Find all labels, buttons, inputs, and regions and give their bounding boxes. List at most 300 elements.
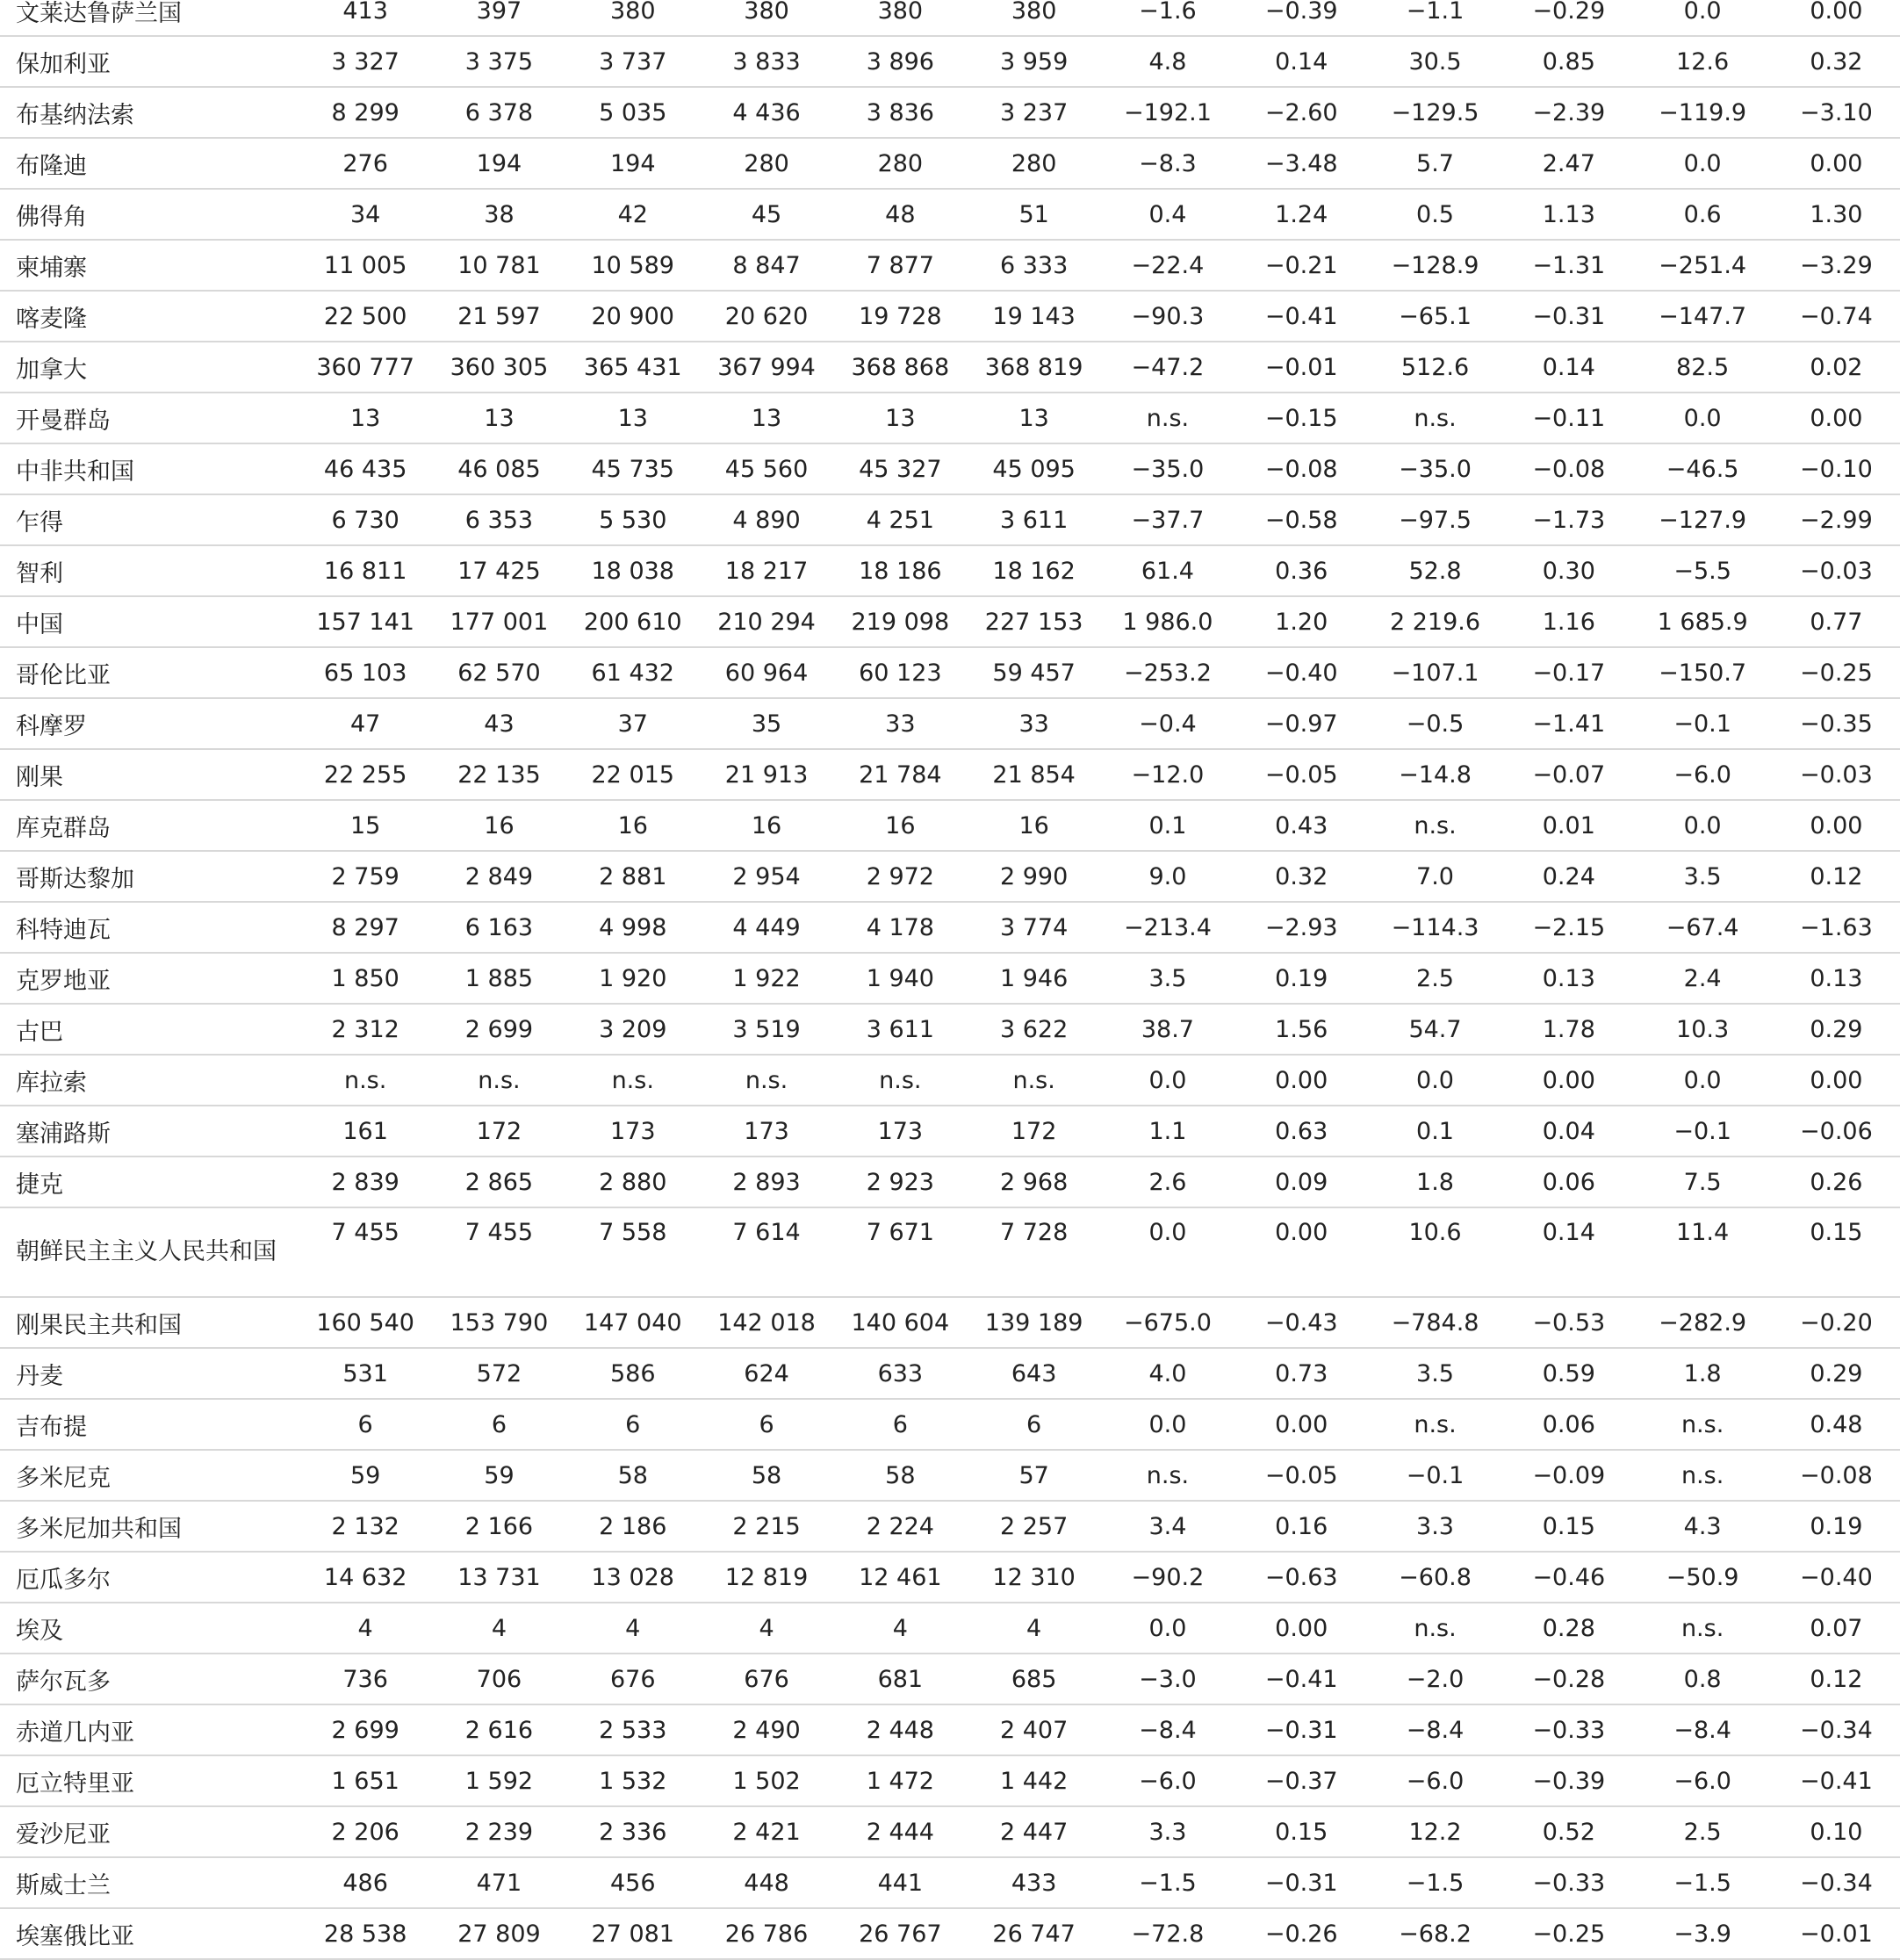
table-row [0,1157,1900,1207]
value-cell: −0.28 [1502,1654,1636,1704]
value-cell: 0.0 [1636,1055,1769,1106]
value-cell: 6 [299,1399,432,1450]
value-cell: n.s. [700,1055,833,1106]
value-cell: 0.24 [1502,851,1636,902]
value-cell: 6 [432,1399,565,1450]
value-cell: 0.00 [1769,393,1900,443]
value-cell: 280 [700,138,833,189]
value-cell: 10 781 [432,240,565,291]
value-cell: −0.08 [1502,443,1636,494]
value-cell: 3.5 [1101,953,1234,1004]
value-cell: 685 [967,1654,1100,1704]
value-cell: 160 540 [299,1297,432,1348]
value-cell: −8.4 [1636,1704,1769,1755]
value-cell: 0.06 [1502,1399,1636,1450]
value-cell: 0.0 [1101,1055,1234,1106]
value-cell: 681 [833,1654,967,1704]
value-cell: 16 [967,800,1100,851]
country-name-cell: 塞浦路斯 [0,1106,299,1157]
value-cell: 3 737 [566,36,700,87]
value-cell: 0.15 [1234,1806,1368,1857]
table-row [0,494,1900,545]
value-cell: 43 [432,698,565,749]
value-cell: −213.4 [1101,902,1234,953]
value-cell: −0.31 [1502,291,1636,342]
value-cell: 4 890 [700,494,833,545]
value-cell: 12 819 [700,1552,833,1603]
value-cell: 2 166 [432,1501,565,1552]
value-cell: 12.2 [1368,1806,1501,1857]
value-cell: 4 [566,1603,700,1654]
value-cell: −0.01 [1234,342,1368,393]
value-cell: n.s. [1368,800,1501,851]
value-cell: 486 [299,1857,432,1908]
value-cell: 1.1 [1101,1106,1234,1157]
value-cell: −0.40 [1234,647,1368,698]
value-cell: 20 620 [700,291,833,342]
value-cell: 643 [967,1348,1100,1399]
value-cell: 3 836 [833,87,967,138]
value-cell: −0.41 [1769,1755,1900,1806]
value-cell: 58 [566,1450,700,1501]
country-name-cell: 库克群岛 [0,800,299,851]
value-cell: −0.21 [1234,240,1368,291]
value-cell: 0.28 [1502,1603,1636,1654]
value-cell: 0.77 [1769,596,1900,647]
value-cell: 4 251 [833,494,967,545]
value-cell: 4.8 [1101,36,1234,87]
value-cell: 62 570 [432,647,565,698]
table-row [0,1908,1900,1959]
value-cell: −0.34 [1769,1704,1900,1755]
value-cell: 736 [299,1654,432,1704]
value-cell: −0.10 [1769,443,1900,494]
value-cell: 572 [432,1348,565,1399]
country-name-cell: 文莱达鲁萨兰国 [0,0,299,36]
country-name-cell: 埃塞俄比亚 [0,1908,299,1959]
value-cell: 676 [700,1654,833,1704]
value-cell: 16 [833,800,967,851]
value-cell: −0.37 [1234,1755,1368,1806]
value-cell: 6 730 [299,494,432,545]
value-cell: 7.5 [1636,1157,1769,1207]
value-cell: −0.26 [1234,1908,1368,1959]
country-name-cell: 赤道几内亚 [0,1704,299,1755]
country-name-cell: 刚果 [0,749,299,800]
value-cell: 0.00 [1234,1399,1368,1450]
table-row [0,953,1900,1004]
table-row [0,87,1900,138]
value-cell: 7 728 [967,1207,1100,1297]
value-cell: 2 699 [299,1704,432,1755]
table-row [0,596,1900,647]
value-cell: n.s. [1368,1399,1501,1450]
table-row [0,0,1900,36]
value-cell: 5 530 [566,494,700,545]
value-cell: −129.5 [1368,87,1501,138]
value-cell: 2 880 [566,1157,700,1207]
value-cell: −2.93 [1234,902,1368,953]
value-cell: −72.8 [1101,1908,1234,1959]
value-cell: 380 [566,0,700,36]
value-cell: 3 622 [967,1004,1100,1055]
country-name-cell: 爱沙尼亚 [0,1806,299,1857]
value-cell: −50.9 [1636,1552,1769,1603]
value-cell: 7 877 [833,240,967,291]
value-cell: −1.1 [1368,0,1501,36]
value-cell: 2 533 [566,1704,700,1755]
value-cell: 3 611 [967,494,1100,545]
value-cell: −0.06 [1769,1106,1900,1157]
value-cell: 177 001 [432,596,565,647]
value-cell: 0.0 [1636,0,1769,36]
table-row [0,800,1900,851]
value-cell: 8 847 [700,240,833,291]
value-cell: 2 616 [432,1704,565,1755]
country-name-cell: 克罗地亚 [0,953,299,1004]
value-cell: 0.15 [1769,1207,1900,1297]
value-cell: 0.59 [1502,1348,1636,1399]
value-cell: 0.0 [1368,1055,1501,1106]
value-cell: −14.8 [1368,749,1501,800]
value-cell: 380 [833,0,967,36]
value-cell: −0.41 [1234,291,1368,342]
value-cell: 2 849 [432,851,565,902]
value-cell: 2 444 [833,1806,967,1857]
value-cell: 368 819 [967,342,1100,393]
value-cell: 2 881 [566,851,700,902]
value-cell: 14 632 [299,1552,432,1603]
value-cell: 3 774 [967,902,1100,953]
value-cell: −5.5 [1636,545,1769,596]
country-name-cell: 哥斯达黎加 [0,851,299,902]
value-cell: 2 923 [833,1157,967,1207]
value-cell: 0.15 [1502,1501,1636,1552]
value-cell: 280 [967,138,1100,189]
value-cell: 280 [833,138,967,189]
value-cell: n.s. [967,1055,1100,1106]
value-cell: 173 [566,1106,700,1157]
value-cell: 4 436 [700,87,833,138]
value-cell: 18 162 [967,545,1100,596]
country-name-cell: 丹麦 [0,1348,299,1399]
value-cell: 365 431 [566,342,700,393]
value-cell: 38 [432,189,565,240]
value-cell: 6 378 [432,87,565,138]
value-cell: 2 312 [299,1004,432,1055]
value-cell: 1 885 [432,953,565,1004]
value-cell: −1.5 [1636,1857,1769,1908]
value-cell: 0.0 [1636,138,1769,189]
value-cell: −0.31 [1234,1857,1368,1908]
value-cell: 471 [432,1857,565,1908]
value-cell: 706 [432,1654,565,1704]
table-row [0,851,1900,902]
value-cell: −253.2 [1101,647,1234,698]
value-cell: 1 442 [967,1755,1100,1806]
value-cell: −2.0 [1368,1654,1501,1704]
value-cell: −675.0 [1101,1297,1234,1348]
value-cell: 2 132 [299,1501,432,1552]
value-cell: 1 502 [700,1755,833,1806]
value-cell: 4 [700,1603,833,1654]
country-name-cell: 喀麦隆 [0,291,299,342]
value-cell: −192.1 [1101,87,1234,138]
value-cell: 3 959 [967,36,1100,87]
value-cell: 47 [299,698,432,749]
value-cell: −0.4 [1101,698,1234,749]
value-cell: −0.25 [1769,647,1900,698]
value-cell: 7.0 [1368,851,1501,902]
value-cell: 18 186 [833,545,967,596]
value-cell: −2.60 [1234,87,1368,138]
value-cell: 380 [700,0,833,36]
value-cell: −8.3 [1101,138,1234,189]
value-cell: −6.0 [1636,1755,1769,1806]
value-cell: 2 447 [967,1806,1100,1857]
country-name-cell: 布基纳法索 [0,87,299,138]
value-cell: −0.31 [1234,1704,1368,1755]
value-cell: 0.26 [1769,1157,1900,1207]
value-cell: 35 [700,698,833,749]
value-cell: 21 597 [432,291,565,342]
value-cell: −1.41 [1502,698,1636,749]
value-cell: −0.09 [1502,1450,1636,1501]
value-cell: n.s. [1368,393,1501,443]
value-cell: 1 685.9 [1636,596,1769,647]
value-cell: 172 [967,1106,1100,1157]
value-cell: 13 [700,393,833,443]
value-cell: 19 728 [833,291,967,342]
value-cell: −114.3 [1368,902,1501,953]
value-cell: 380 [967,0,1100,36]
value-cell: −0.53 [1502,1297,1636,1348]
value-cell: 2 215 [700,1501,833,1552]
value-cell: n.s. [1101,393,1234,443]
value-cell: 413 [299,0,432,36]
value-cell: 512.6 [1368,342,1501,393]
value-cell: 1.16 [1502,596,1636,647]
value-cell: 0.14 [1502,1207,1636,1297]
value-cell: 82.5 [1636,342,1769,393]
value-cell: 7 614 [700,1207,833,1297]
value-cell: 360 777 [299,342,432,393]
value-cell: 48 [833,189,967,240]
value-cell: −150.7 [1636,647,1769,698]
value-cell: 2.5 [1636,1806,1769,1857]
value-cell: 161 [299,1106,432,1157]
value-cell: 1 940 [833,953,967,1004]
value-cell: 368 868 [833,342,967,393]
value-cell: 1.13 [1502,189,1636,240]
value-cell: 33 [833,698,967,749]
value-cell: 12.6 [1636,36,1769,87]
value-cell: 3 237 [967,87,1100,138]
value-cell: 0.73 [1234,1348,1368,1399]
value-cell: −0.41 [1234,1654,1368,1704]
table-row [0,1055,1900,1106]
table-row [0,1450,1900,1501]
country-name-cell: 埃及 [0,1603,299,1654]
value-cell: 34 [299,189,432,240]
value-cell: 2 257 [967,1501,1100,1552]
value-cell: −0.03 [1769,749,1900,800]
value-cell: −107.1 [1368,647,1501,698]
value-cell: −784.8 [1368,1297,1501,1348]
value-cell: 2 839 [299,1157,432,1207]
value-cell: 433 [967,1857,1100,1908]
value-cell: −0.74 [1769,291,1900,342]
value-cell: 58 [833,1450,967,1501]
country-name-cell: 中国 [0,596,299,647]
value-cell: 0.8 [1636,1654,1769,1704]
value-cell: −0.46 [1502,1552,1636,1603]
value-cell: 0.0 [1636,393,1769,443]
table-row [0,1297,1900,1348]
value-cell: 3 833 [700,36,833,87]
value-cell: 139 189 [967,1297,1100,1348]
value-cell: 1 592 [432,1755,565,1806]
value-cell: 142 018 [700,1297,833,1348]
value-cell: 1.20 [1234,596,1368,647]
country-name-cell: 多米尼克 [0,1450,299,1501]
value-cell: 9.0 [1101,851,1234,902]
value-cell: 27 809 [432,1908,565,1959]
value-cell: 21 784 [833,749,967,800]
value-cell: −147.7 [1636,291,1769,342]
value-cell: −1.5 [1101,1857,1234,1908]
value-cell: n.s. [1636,1450,1769,1501]
value-cell: 45 327 [833,443,967,494]
country-name-cell: 库拉索 [0,1055,299,1106]
value-cell: 61.4 [1101,545,1234,596]
value-cell: 3 611 [833,1004,967,1055]
value-cell: 21 913 [700,749,833,800]
value-cell: −119.9 [1636,87,1769,138]
value-cell: 2 224 [833,1501,967,1552]
country-name-cell: 哥伦比亚 [0,647,299,698]
value-cell: −1.5 [1368,1857,1501,1908]
value-cell: −97.5 [1368,494,1501,545]
value-cell: 10 589 [566,240,700,291]
value-cell: 46 085 [432,443,565,494]
value-cell: −0.39 [1502,1755,1636,1806]
country-name-cell: 乍得 [0,494,299,545]
value-cell: 448 [700,1857,833,1908]
value-cell: 46 435 [299,443,432,494]
value-cell: 7 455 [432,1207,565,1297]
table-row [0,342,1900,393]
value-cell: −0.35 [1769,698,1900,749]
value-cell: 16 [700,800,833,851]
value-cell: −0.17 [1502,647,1636,698]
value-cell: 0.00 [1234,1207,1368,1297]
value-cell: 0.32 [1234,851,1368,902]
value-cell: 173 [833,1106,967,1157]
value-cell: 1.8 [1636,1348,1769,1399]
value-cell: 0.07 [1769,1603,1900,1654]
value-cell: 4 [299,1603,432,1654]
value-cell: 17 425 [432,545,565,596]
country-name-cell: 萨尔瓦多 [0,1654,299,1704]
value-cell: 586 [566,1348,700,1399]
value-cell: 397 [432,0,565,36]
value-cell: 4.3 [1636,1501,1769,1552]
value-cell: 1 651 [299,1755,432,1806]
country-name-cell: 柬埔寨 [0,240,299,291]
value-cell: 0.6 [1636,189,1769,240]
value-cell: 18 038 [566,545,700,596]
value-cell: 38.7 [1101,1004,1234,1055]
value-cell: 45 560 [700,443,833,494]
value-cell: −0.39 [1234,0,1368,36]
value-cell: 2 239 [432,1806,565,1857]
value-cell: 0.1 [1368,1106,1501,1157]
table-row [0,36,1900,87]
value-cell: 7 455 [299,1207,432,1297]
value-cell: −3.9 [1636,1908,1769,1959]
value-cell: 633 [833,1348,967,1399]
value-cell: 6 [967,1399,1100,1450]
value-cell: 0.0 [1101,1207,1234,1297]
value-cell: 28 538 [299,1908,432,1959]
value-cell: 4 998 [566,902,700,953]
value-cell: 157 141 [299,596,432,647]
value-cell: 0.16 [1234,1501,1368,1552]
table-row [0,1654,1900,1704]
value-cell: 0.19 [1769,1501,1900,1552]
value-cell: 2 699 [432,1004,565,1055]
value-cell: −37.7 [1101,494,1234,545]
country-name-cell: 朝鲜民主主义人民共和国 [0,1207,299,1297]
value-cell: −0.07 [1502,749,1636,800]
value-cell: 60 964 [700,647,833,698]
value-cell: 441 [833,1857,967,1908]
value-cell: 172 [432,1106,565,1157]
value-cell: 0.5 [1368,189,1501,240]
value-cell: 0.04 [1502,1106,1636,1157]
value-cell: 2 972 [833,851,967,902]
value-cell: 0.36 [1234,545,1368,596]
value-cell: −0.15 [1234,393,1368,443]
country-name-cell: 吉布提 [0,1399,299,1450]
value-cell: 2 990 [967,851,1100,902]
value-cell: 59 [299,1450,432,1501]
value-cell: 227 153 [967,596,1100,647]
value-cell: n.s. [566,1055,700,1106]
value-cell: 2 759 [299,851,432,902]
value-cell: 3 327 [299,36,432,87]
value-cell: 61 432 [566,647,700,698]
value-cell: −0.29 [1502,0,1636,36]
value-cell: −60.8 [1368,1552,1501,1603]
value-cell: 16 [432,800,565,851]
value-cell: 21 854 [967,749,1100,800]
country-name-cell: 多米尼加共和国 [0,1501,299,1552]
value-cell: −67.4 [1636,902,1769,953]
value-cell: −0.08 [1769,1450,1900,1501]
value-cell: 0.43 [1234,800,1368,851]
value-cell: −0.05 [1234,1450,1368,1501]
value-cell: 1.8 [1368,1157,1501,1207]
value-cell: 26 747 [967,1908,1100,1959]
table-row [0,189,1900,240]
value-cell: 7 558 [566,1207,700,1297]
value-cell: −35.0 [1101,443,1234,494]
country-name-cell: 厄瓜多尔 [0,1552,299,1603]
value-cell: −1.73 [1502,494,1636,545]
value-cell: −3.29 [1769,240,1900,291]
